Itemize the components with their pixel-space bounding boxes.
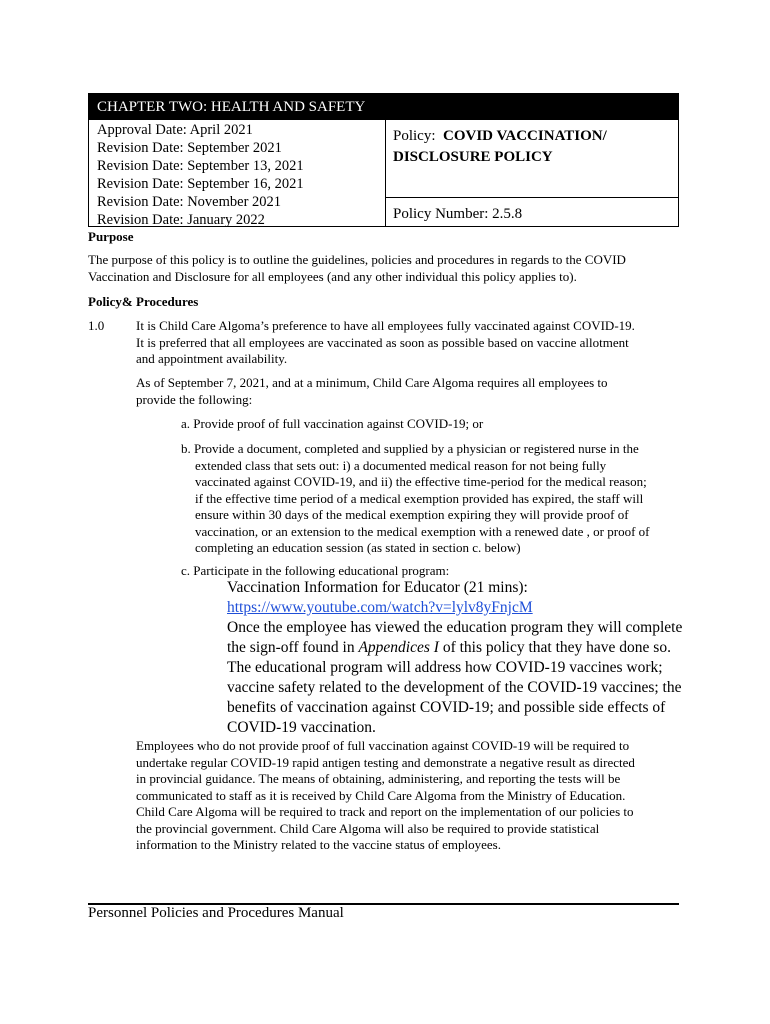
policy-info-box [385, 120, 678, 226]
revision-date: Revision Date: January 2022 [97, 212, 265, 228]
education-program-block [227, 578, 682, 738]
paragraph-line: the provincial government. Child Care Algoma will also be required to provide statistical [136, 820, 600, 836]
policy-label: Policy: [393, 128, 436, 144]
paragraph-line: Employees who do not provide proof of full vaccination against COVID-19 will be required to [136, 738, 630, 753]
paragraph-line: communicated to staff as it is received by Child Care Algoma from the Ministry of Education. [136, 787, 626, 803]
paragraph-line: information to the Ministry related to the vaccine status of employees. [136, 837, 501, 852]
policy-title [386, 120, 678, 198]
video-title: Vaccination Information for Educator (21 mins): [227, 579, 528, 596]
program-line: benefits of vaccination against COVID-19; and possible side effects of [227, 699, 666, 716]
paragraph-line: It is preferred that all employees are vaccinated as soon as possible based on vaccine allotment [136, 334, 629, 350]
purpose-heading: Purpose [88, 229, 134, 244]
signoff-line: the sign-off found in Appendices I of this policy that they have done so. [227, 639, 671, 656]
program-line: The educational program will address how COVID-19 vaccines work; [227, 659, 663, 676]
paragraph-line: undertake regular COVID-19 rapid antigen testing and demonstrate a negative result as directed [136, 754, 635, 770]
purpose-line: Vaccination and Disclosure for all employees (and any other individual this policy applies to). [88, 268, 577, 284]
revision-date: Revision Date: September 2021 [97, 140, 282, 156]
paragraph-line: and appointment availability. [136, 351, 288, 366]
revision-date: Revision Date: September 13, 2021 [97, 158, 304, 174]
policy-header-table [88, 93, 679, 227]
list-item-a: a. Provide proof of full vaccination against COVID-19; or [181, 416, 484, 431]
policy-title-line2: DISCLOSURE POLICY [393, 149, 553, 165]
footer-text: Personnel Policies and Procedures Manual [88, 905, 344, 921]
paragraph-line: It is Child Care Algoma’s preference to have all employees fully vaccinated against COVID-19. [136, 318, 635, 333]
purpose-line: The purpose of this policy is to outline the guidelines, policies and procedures in regards to the COVID [88, 252, 626, 267]
policy-title-line1: COVID VACCINATION/ [443, 128, 607, 144]
purpose-paragraph [88, 252, 626, 285]
paragraph-line: As of September 7, 2021, and at a minimum, Child Care Algoma requires all employees to [136, 375, 608, 390]
chapter-title: CHAPTER TWO: HEALTH AND SAFETY [89, 94, 678, 120]
list-item-line: ensure within 30 days of the medical exemption expiring they will provide proof of [195, 507, 629, 522]
policy-number: Policy Number: 2.5.8 [393, 206, 523, 222]
program-line: COVID-19 vaccination. [227, 719, 376, 736]
preference-paragraph [136, 318, 635, 368]
list-item-line: completing an education session (as stated in section c. below) [195, 540, 521, 555]
list-item-line: vaccinated against COVID-19, and ii) the effective time-period for the medical reason; [195, 474, 647, 489]
list-item-line: vaccination, or an extension to the medical exemption with a renewed date , or proof of [195, 523, 650, 539]
approval-date: Approval Date: April 2021 [97, 122, 253, 138]
paragraph-line: in provincial guidance. The means of obtaining, administering, and reporting the tests will be [136, 771, 621, 786]
revision-date: Revision Date: November 2021 [97, 194, 282, 210]
paragraph-line: provide the following: [136, 391, 253, 407]
list-item-line: if the effective time period of a medical exemption provided has expired, the staff will [195, 490, 644, 506]
procedures-heading: Policy& Procedures [88, 294, 199, 309]
requirement-paragraph [136, 375, 608, 408]
appendix-reference: Appendices I [358, 639, 439, 656]
list-item-c: c. Participate in the following educational program: [181, 563, 450, 578]
list-item-line: b. Provide a document, completed and supplied by a physician or registered nurse in the [181, 441, 639, 456]
testing-paragraph [136, 738, 635, 854]
video-link[interactable]: https://www.youtube.com/watch?v=lylv8yFnjcM [227, 599, 533, 616]
revision-date: Revision Date: September 16, 2021 [97, 176, 304, 192]
revision-dates [97, 121, 382, 229]
list-item-b [181, 441, 649, 557]
paragraph-line: Child Care Algoma will be required to track and report on the implementation of our policies to [136, 804, 634, 819]
section-number: 1.0 [88, 318, 105, 333]
signoff-line: Once the employee has viewed the education program they will complete [227, 619, 683, 636]
list-item-line: extended class that sets out: i) a documented medical reason for not being fully [195, 457, 607, 473]
program-line: vaccine safety related to the development of the COVID-19 vaccines; the [227, 679, 682, 696]
